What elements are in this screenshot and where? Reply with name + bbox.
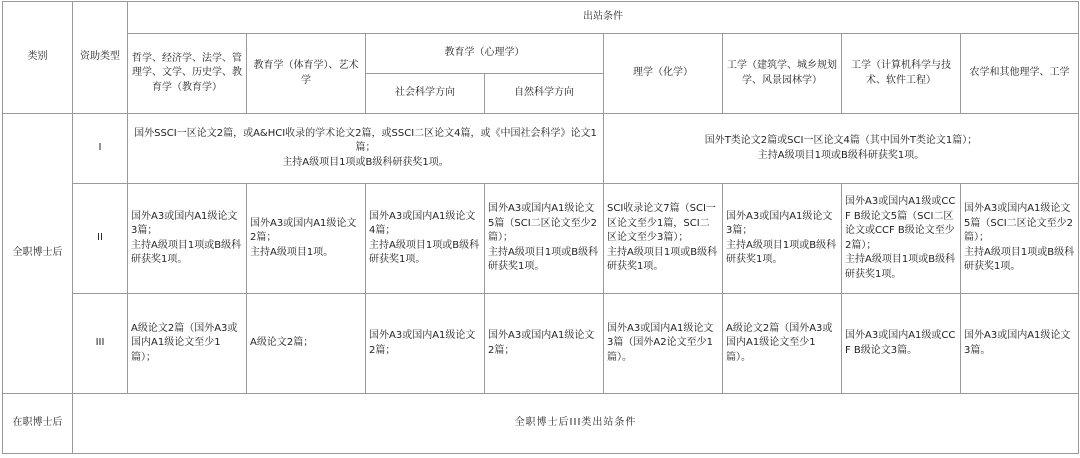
cell-type2-c8: 国外A3或国内A1级论文5篇（SCI二区论文至少2篇）； 主持A级项目1项或B级科研获奖1项。 <box>961 184 1079 294</box>
header-col-education-pe: 教育学（体育学）、艺术学 <box>247 34 366 114</box>
cell-type2-c5: SCI收录论文7篇（SCI一区论文至少1篇，SCI二区论文至少3篇）； 主持A级项目1项或B级科研获奖1项。 <box>604 184 723 294</box>
header-col-science: 理学（化学） <box>604 34 723 114</box>
table-row <box>3 394 1079 454</box>
cell-type3-c6: A级论文2篇（国外A3或国内A1级论文至少1篇）。 <box>723 294 842 394</box>
row-type-1: I <box>73 114 128 184</box>
cell-type3-c7: 国外A3或国内A1级或CCF B级论文3篇。 <box>842 294 961 394</box>
cell-type2-c7: 国外A3或国内A1级或CCF B级论文5篇（SCI二区论文或CCF B级论文至少2篇）； 主持A级项目1项或B级科研获奖1项。 <box>842 184 961 294</box>
table-row <box>3 294 1079 394</box>
header-fund-type: 资助类型 <box>73 2 128 114</box>
row-label-fulltime: 全职博士后 <box>3 114 73 394</box>
header-col-agri: 农学和其他理学、工学 <box>961 34 1079 114</box>
header-row-1 <box>3 2 1079 34</box>
cell-type3-c5: 国外A3或国内A1级论文3篇（国外A2论文至少1篇）。 <box>604 294 723 394</box>
header-row-2 <box>3 34 1079 74</box>
header-col-eng-cs: 工学（计算机科学与技术、软件工程） <box>842 34 961 114</box>
cell-type2-c6: 国外A3或国内A1级论文3篇； 主持A级项目1项或B级科研获奖1项。 <box>723 184 842 294</box>
table-row <box>3 184 1079 294</box>
postdoc-exit-conditions-table <box>2 1 1079 454</box>
cell-type3-c3: 国外A3或国内A1级论文2篇； <box>366 294 485 394</box>
cell-type3-c8: 国外A3或国内A1级论文3篇。 <box>961 294 1079 394</box>
header-col-social: 社会科学方向 <box>366 74 485 114</box>
cell-parttime-conditions: 全职博士后III类出站条件 <box>73 394 1079 454</box>
cell-type3-c1: A级论文2篇（国外A3或国内A1级论文至少1篇）； <box>128 294 247 394</box>
header-col-eng-arch: 工学（建筑学、城乡规划学、风景园林学） <box>723 34 842 114</box>
row-label-parttime: 在职博士后 <box>3 394 73 454</box>
cell-type2-c4: 国外A3或国内A1级论文5篇（SCI二区论文至少2篇）； 主持A级项目1项或B级科研获奖1项。 <box>485 184 604 294</box>
row-type-2: II <box>73 184 128 294</box>
table-row <box>3 114 1079 184</box>
row-type-3: III <box>73 294 128 394</box>
cell-type3-c4: 国外A3或国内A1级论文2篇； <box>485 294 604 394</box>
cell-type1-social: 国外SSCI一区论文2篇，或A&HCI收录的学术论文2篇，或SSCI二区论文4篇，或《中国社会科学》论文1篇； 主持A级项目1项或B级科研获奖1项。 <box>128 114 604 184</box>
cell-type3-c2: A级论文2篇； <box>247 294 366 394</box>
cell-type2-c1: 国外A3或国内A1级论文3篇； 主持A级项目1项或B级科研获奖1项。 <box>128 184 247 294</box>
header-category: 类别 <box>3 2 73 114</box>
header-conditions: 出站条件 <box>128 2 1079 34</box>
cell-type2-c2: 国外A3或国内A1级论文2篇； 主持A级项目1项。 <box>247 184 366 294</box>
header-col-education-psych: 教育学（心理学） <box>366 34 604 74</box>
header-col-philosophy: 哲学、经济学、法学、管理学、文学、历史学、教育学（教育学） <box>128 34 247 114</box>
cell-type2-c3: 国外A3或国内A1级论文4篇； 主持A级项目1项或B级科研获奖1项。 <box>366 184 485 294</box>
cell-type1-science: 国外T类论文2篇或SCI一区论文4篇（其中国外T类论文1篇）； 主持A级项目1项或B级科研获奖1项。 <box>604 114 1079 184</box>
header-col-natural: 自然科学方向 <box>485 74 604 114</box>
